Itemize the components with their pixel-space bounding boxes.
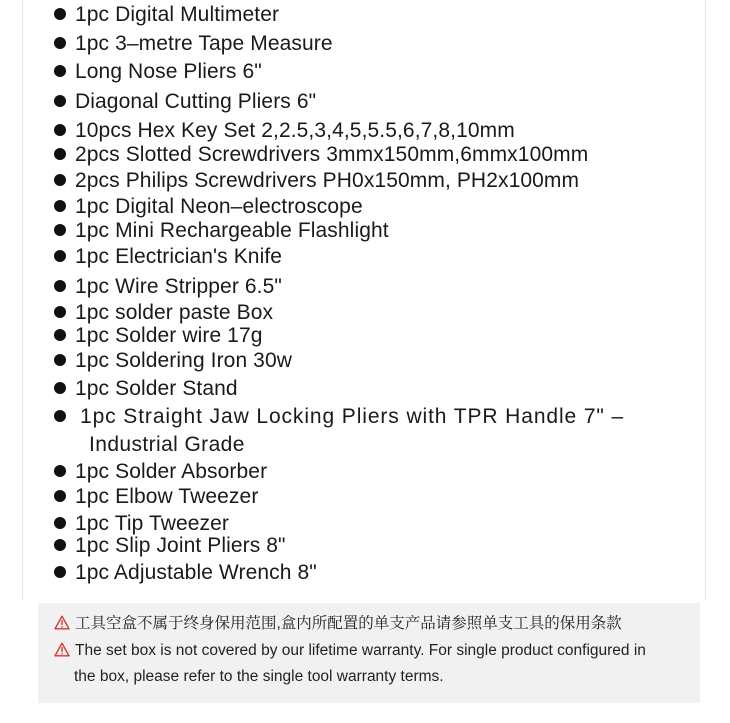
- list-item: 1pc Solder wire 17g: [54, 325, 263, 347]
- warning-triangle-icon: [54, 615, 70, 630]
- bullet-icon: [54, 465, 66, 477]
- list-item: 2pcs Slotted Screwdrivers 3mmx150mm,6mmx100mm: [54, 144, 588, 166]
- list-item: 1pc Wire Stripper 6.5": [54, 276, 282, 298]
- warranty-notice-english-continued: the box, please refer to the single tool warranty terms.: [74, 668, 444, 685]
- list-item: 1pc Tip Tweezer: [54, 513, 229, 535]
- list-item: 1pc Digital Neon–electroscope: [54, 196, 363, 218]
- bullet-icon: [54, 306, 66, 318]
- bullet-icon: [54, 410, 66, 422]
- bullet-icon: [54, 354, 66, 366]
- bullet-icon: [54, 329, 66, 341]
- bullet-icon: [54, 95, 66, 107]
- bullet-icon: [54, 517, 66, 529]
- list-item: 1pc Adjustable Wrench 8": [54, 562, 317, 584]
- list-item: 1pc 3–metre Tape Measure: [54, 33, 333, 55]
- bullet-icon: [54, 8, 66, 20]
- warranty-notice-chinese: 工具空盒不属于终身保用范围,盒内所配置的单支产品请参照单支工具的保用条款: [54, 615, 622, 633]
- list-item: 1pc solder paste Box: [54, 302, 273, 324]
- bullet-icon: [54, 148, 66, 160]
- bullet-icon: [54, 490, 66, 502]
- bullet-icon: [54, 65, 66, 77]
- list-item: 1pc Slip Joint Pliers 8": [54, 535, 286, 557]
- bullet-icon: [54, 37, 66, 49]
- bullet-icon: [54, 124, 66, 136]
- bullet-icon: [54, 280, 66, 292]
- list-item-continuation: Industrial Grade: [89, 433, 245, 456]
- list-item: 1pc Electrician's Knife: [54, 246, 282, 268]
- warranty-notice: [38, 603, 700, 703]
- list-item: 1pc Digital Multimeter: [54, 4, 279, 26]
- warranty-notice-english: The set box is not covered by our lifetime warranty. For single product configured in: [54, 642, 646, 660]
- list-item: Diagonal Cutting Pliers 6": [54, 91, 316, 113]
- list-item: 2pcs Philips Screwdrivers PH0x150mm, PH2x100mm: [54, 170, 579, 192]
- list-item: 1pc Elbow Tweezer: [54, 486, 258, 508]
- list-item: 1pc Solder Absorber: [54, 461, 267, 483]
- bullet-icon: [54, 566, 66, 578]
- bullet-icon: [54, 174, 66, 186]
- bullet-icon: [54, 224, 66, 236]
- bullet-icon: [54, 200, 66, 212]
- list-item: 1pc Solder Stand: [54, 378, 238, 400]
- bullet-icon: [54, 382, 66, 394]
- bullet-icon: [54, 250, 66, 262]
- bullet-icon: [54, 539, 66, 551]
- list-item: Long Nose Pliers 6": [54, 61, 262, 83]
- list-item: 10pcs Hex Key Set 2,2.5,3,4,5,5.5,6,7,8,10mm: [54, 120, 515, 142]
- list-item: 1pc Mini Rechargeable Flashlight: [54, 220, 389, 242]
- warning-triangle-icon: [54, 642, 70, 657]
- list-item: 1pc Straight Jaw Locking Pliers with TPR Handle 7" –: [54, 406, 624, 428]
- list-item: 1pc Soldering Iron 30w: [54, 350, 292, 372]
